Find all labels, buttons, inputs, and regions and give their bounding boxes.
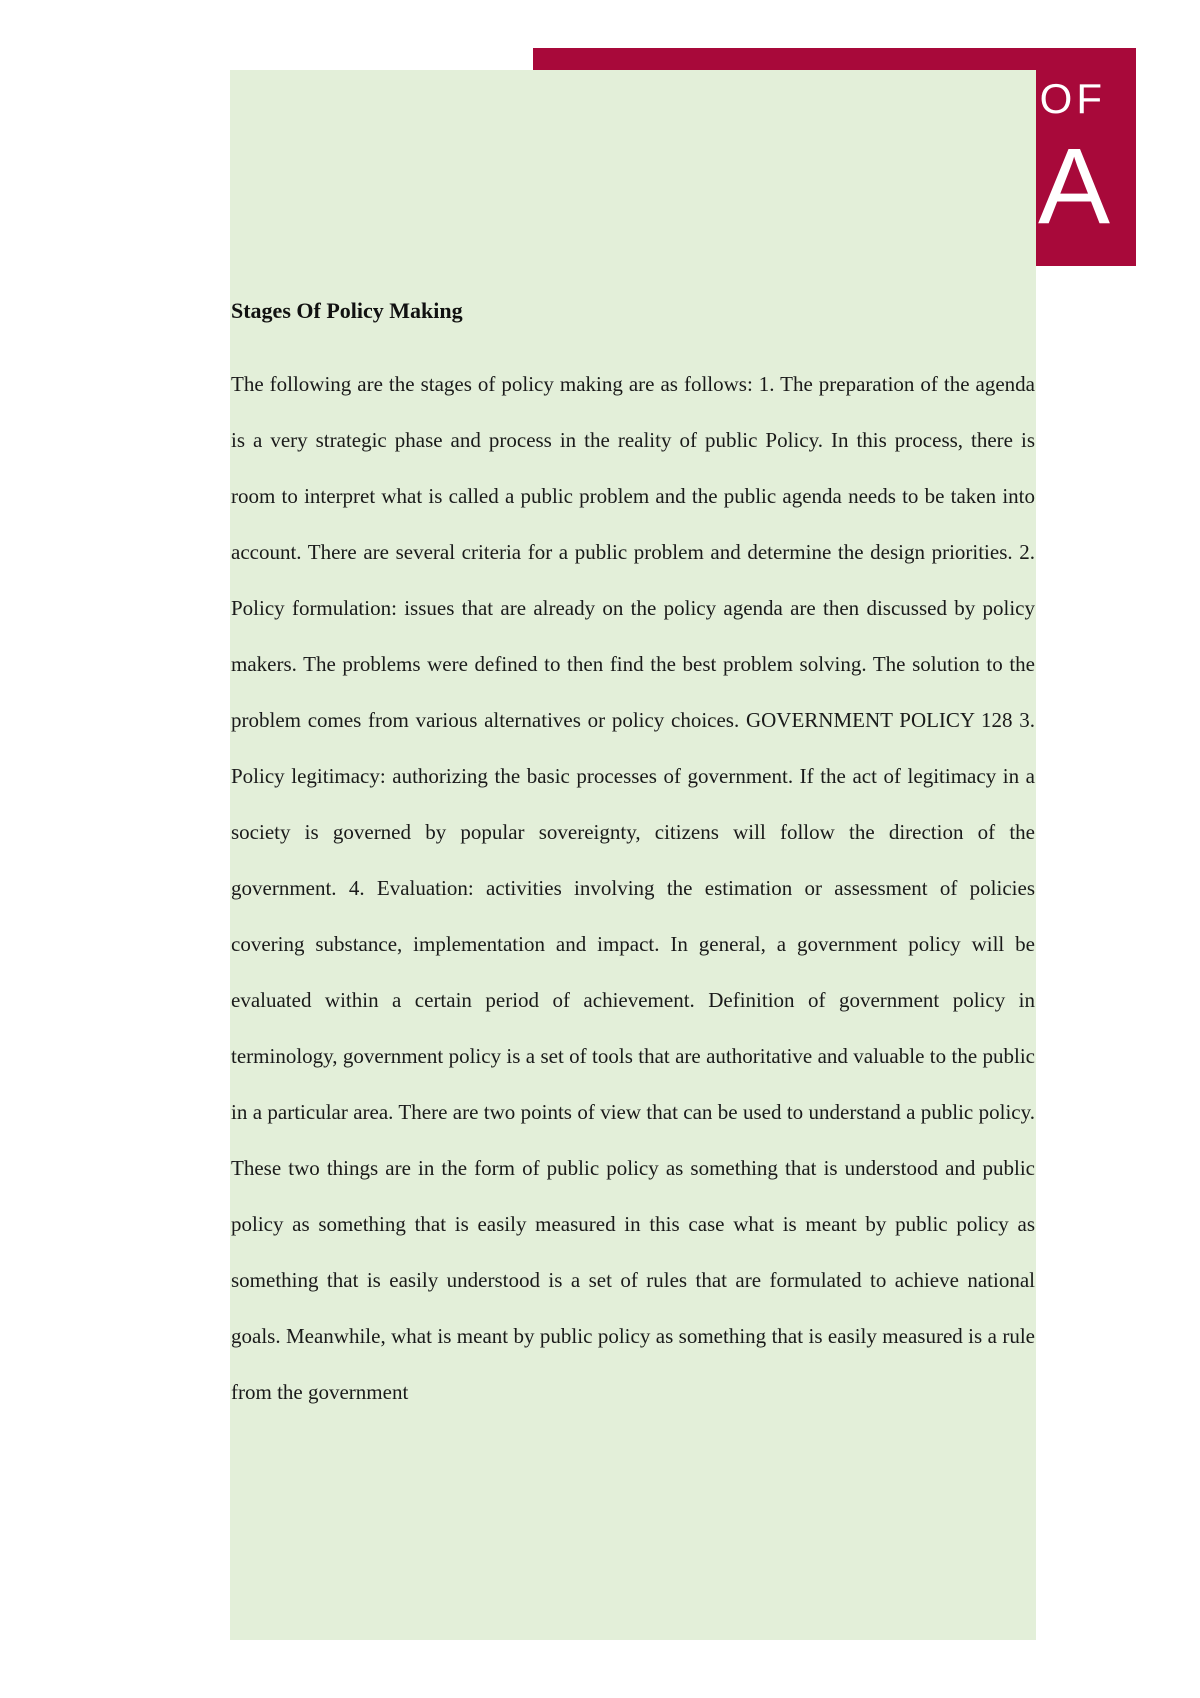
page-title: Stages Of Policy Making [231, 298, 463, 323]
body-paragraph: The following are the stages of policy making are as follows: 1. The preparation of the agenda is a very strategic phase and process in the reality of public Policy. In this process, there is room to interpret what is called a public problem and the public agenda needs to be taken into account. There are several criteria for a public problem and determine the design priorities. 2. Policy formulation: issues that are already on the policy agenda are then discussed by policy makers. The problems were defined to then find the best problem solving. The solution to the problem comes from various alternatives or policy choices. GOVERNMENT POLICY 128 3. Policy legitimacy: authorizing the basic processes of government. If the act of legitimacy in a society is governed by popular sovereignty, citizens will follow the direction of the government. 4. Evaluation: activities involving the estimation or assessment of policies covering substance, implementation and impact. In general, a government policy will be evaluated within a certain period of achievement. Definition of government policy in terminology, government policy is a set of tools that are authoritative and valuable to the public in a particular area. There are two points of view that can be used to understand a public policy. These two things are in the form of public policy as something that is understood and public policy as something that is easily measured in this case what is meant by public policy as something that is easily understood is a set of rules that are formulated to achieve national goals. Meanwhile, what is meant by public policy as something that is easily measured is a rule from the government [231, 372, 1035, 1404]
banner-text-a: A [1037, 125, 1110, 246]
banner-text-of: OF [1039, 75, 1106, 122]
